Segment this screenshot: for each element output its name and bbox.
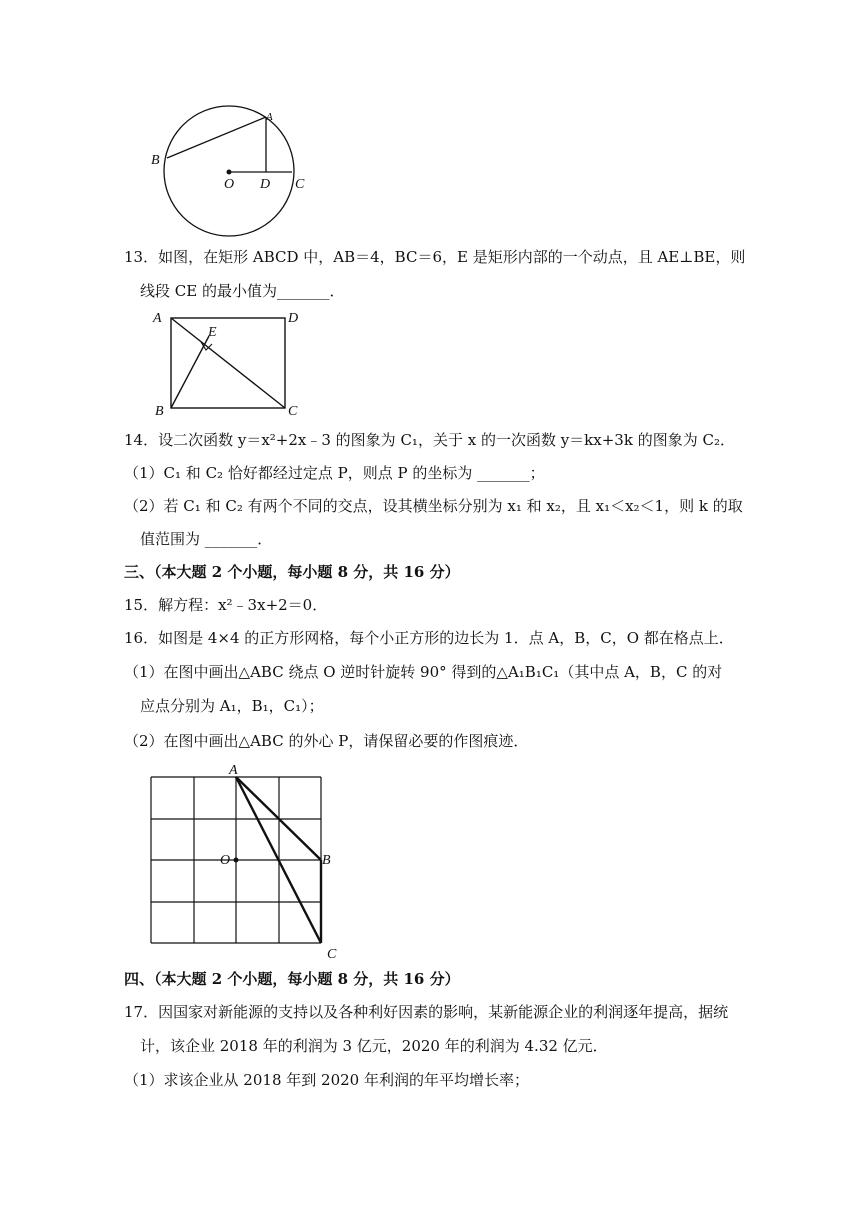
q16-line1: 16．如图是 4×4 的正方形网格，每个小正方形的边长为 1．点 A，B，C，O 都在格点上． — [124, 629, 734, 647]
section-3-heading: 三、（本大题 2 个小题，每小题 8 分，共 16 分） — [124, 563, 460, 581]
rectangle-figure — [148, 305, 318, 420]
label-e: E — [208, 325, 217, 340]
q15: 15．解方程：x²﹣3x+2＝0． — [124, 596, 328, 614]
label-a: A — [153, 311, 162, 326]
q17-line2: 计，该企业 2018 年的利润为 3 亿元，2020 年的利润为 4.32 亿元． — [140, 1037, 608, 1055]
label-c: C — [288, 404, 298, 419]
q17-part1: （1）求该企业从 2018 年到 2020 年利润的年平均增长率； — [124, 1071, 529, 1089]
q17-line1: 17．因国家对新能源的支持以及各种利好因素的影响，某新能源企业的利润逐年提高，据统 — [124, 1003, 729, 1021]
label-o: O — [224, 177, 235, 192]
q14-part2-line1: （2）若 C₁ 和 C₂ 有两个不同的交点，设其横坐标分别为 x₁ 和 x₂，且 x₁＜x₂＜1，则 k 的取 — [124, 497, 743, 515]
section-4-heading: 四、（本大题 2 个小题，每小题 8 分，共 16 分） — [124, 970, 460, 988]
q13-line2: 线段 CE 的最小值为_______． — [140, 282, 345, 300]
center-point — [227, 170, 232, 175]
label-d: D — [288, 311, 299, 326]
q16-part1-line1: （1）在图中画出△ABC 绕点 O 逆时针旋转 90° 得到的△A₁B₁C₁（其中点 A，B，C 的对 — [124, 663, 723, 681]
label-a: A — [229, 763, 238, 778]
q14-part2-line2: 值范围为 _______． — [140, 530, 273, 548]
label-d: D — [260, 177, 271, 192]
segment-ac — [171, 318, 285, 408]
q16-part2: （2）在图中画出△ABC 的外心 P，请保留必要的作图痕迹． — [124, 732, 529, 750]
label-b: B — [151, 153, 160, 168]
point-o — [234, 858, 239, 863]
label-c: C — [295, 177, 305, 192]
label-c: C — [327, 947, 337, 962]
segment-be — [171, 336, 209, 408]
q14-line1: 14．设二次函数 y＝x²+2x﹣3 的图象为 C₁，关于 x 的一次函数 y＝kx+3k 的图象为 C₂． — [124, 431, 735, 449]
q13-line1: 13．如图，在矩形 ABCD 中，AB＝4，BC＝6，E 是矩形内部的一个动点，且 AE⊥BE，则 — [124, 248, 746, 266]
label-a: A — [266, 111, 273, 123]
label-b: B — [155, 404, 164, 419]
circle-figure — [140, 88, 320, 238]
label-b: B — [322, 853, 331, 868]
label-o: O — [220, 853, 231, 868]
chord-ba — [167, 117, 266, 158]
q16-part1-line2: 应点分别为 A₁，B₁，C₁）； — [140, 697, 324, 715]
q14-part1: （1）C₁ 和 C₂ 恰好都经过定点 P，则点 P 的坐标为 _______； — [124, 464, 545, 482]
grid-figure — [140, 758, 350, 963]
